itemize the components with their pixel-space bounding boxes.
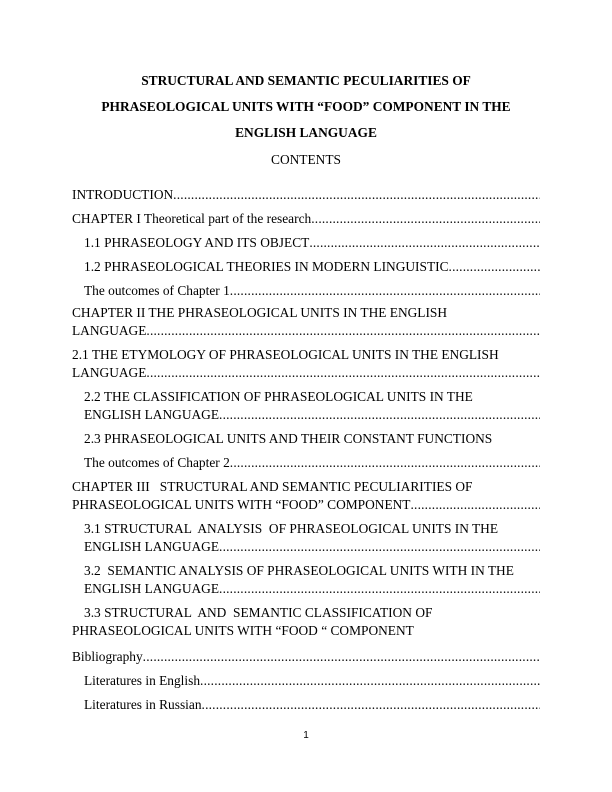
toc-entry-label: 2.2 THE CLASSIFICATION OF PHRASEOLOGICAL UNITS IN THE [84, 389, 473, 404]
toc-entry-label: 3.1 STRUCTURAL ANALYSIS OF PHRASEOLOGICAL UNITS IN THE [84, 521, 499, 536]
toc-entry-3-1[interactable] [84, 520, 540, 556]
toc-entry-label: 1.2 PHRASEOLOGICAL THEORIES IN MODERN LINGUISTIC [84, 259, 449, 274]
title-line-1: STRUCTURAL AND SEMANTIC PECULIARITIES OF [141, 73, 471, 88]
dot-leader [143, 648, 540, 666]
toc-entry-label: CHAPTER II THE PHRASEOLOGICAL UNITS IN THE ENGLISH [72, 305, 448, 320]
toc-entry-label: The outcomes of Chapter 2 [84, 455, 230, 470]
dot-leader [449, 258, 540, 276]
toc-entry-2-2[interactable] [84, 388, 540, 424]
toc-entry-chapter-2[interactable] [72, 304, 540, 340]
toc-entry-label: 1.1 PHRASEOLOGY AND ITS OBJECT [84, 235, 310, 250]
dot-leader [173, 186, 540, 204]
toc-entry-2-3[interactable] [84, 430, 540, 448]
toc-entry-label-cont: ENGLISH LANGUAGE [84, 539, 220, 554]
toc-entry-literatures-english[interactable] [84, 672, 540, 690]
dot-leader [146, 322, 540, 340]
toc-entry-label: Literatures in Russian [84, 697, 202, 712]
toc-entry-label: CHAPTER III STRUCTURAL AND SEMANTIC PECULIARITIES OF [72, 479, 473, 494]
toc-entry-label: INTRODUCTION [72, 187, 174, 202]
document-title [60, 68, 552, 146]
toc-entry-label: 2.3 PHRASEOLOGICAL UNITS AND THEIR CONSTANT FUNCTIONS [84, 431, 493, 446]
toc-entry-literatures-russian[interactable] [84, 696, 540, 714]
toc-entry-label: 3.2 SEMANTIC ANALYSIS OF PHRASEOLOGICAL UNITS WITH IN THE [84, 563, 514, 578]
toc-entry-label-cont: LANGUAGE [72, 365, 147, 380]
toc-entry-label-cont: LANGUAGE [72, 323, 147, 338]
dot-leader [219, 580, 540, 598]
toc-entry-label: 2.1 THE ETYMOLOGY OF PHRASEOLOGICAL UNITS IN THE ENGLISH [72, 347, 499, 362]
toc-entry-label: 3.3 STRUCTURAL AND SEMANTIC CLASSIFICATION OF [84, 605, 433, 620]
dot-leader [146, 364, 540, 382]
contents-heading: CONTENTS [271, 152, 341, 167]
toc-entry-3-2[interactable] [84, 562, 540, 598]
toc-entry-2-1[interactable] [72, 346, 540, 382]
toc-entry-label-cont: ENGLISH LANGUAGE [84, 581, 220, 596]
toc-entry-chapter-3[interactable] [72, 478, 540, 514]
dot-leader [219, 406, 540, 424]
dot-leader [200, 672, 540, 690]
dot-leader [230, 454, 540, 472]
toc-entry-chapter-1[interactable] [72, 210, 540, 228]
dot-leader [202, 696, 540, 714]
toc-entry-label: Literatures in English [84, 673, 201, 688]
dot-leader [410, 496, 540, 514]
toc-entry-introduction[interactable] [72, 186, 540, 204]
toc-entry-label-cont: ENGLISH LANGUAGE [84, 407, 220, 422]
toc-entry-3-3[interactable] [72, 604, 540, 640]
toc-entry-label: CHAPTER I Theoretical part of the research [72, 211, 312, 226]
toc-entry-1-2[interactable] [84, 258, 540, 276]
toc-entry-label-cont: PHRASEOLOGICAL UNITS WITH “FOOD” COMPONENT [72, 497, 411, 512]
title-line-3: ENGLISH LANGUAGE [235, 125, 377, 140]
dot-leader [311, 210, 540, 228]
toc-entry-label: The outcomes of Chapter 1 [84, 283, 230, 298]
toc-entry-1-1[interactable] [84, 234, 540, 252]
title-line-2: PHRASEOLOGICAL UNITS WITH “FOOD” COMPONENT IN THE [101, 99, 511, 114]
dot-leader [219, 538, 540, 556]
toc-entry-label: Bibliography [72, 649, 143, 664]
dot-leader [230, 282, 540, 300]
toc-entry-bibliography[interactable] [72, 648, 540, 666]
toc-entry-label-cont: PHRASEOLOGICAL UNITS WITH “FOOD “ COMPONENT [72, 623, 414, 638]
dot-leader [309, 234, 540, 252]
page-number: 1 [303, 730, 309, 741]
toc-entry-outcomes-1[interactable] [84, 282, 540, 300]
toc-entry-outcomes-2[interactable] [84, 454, 540, 472]
